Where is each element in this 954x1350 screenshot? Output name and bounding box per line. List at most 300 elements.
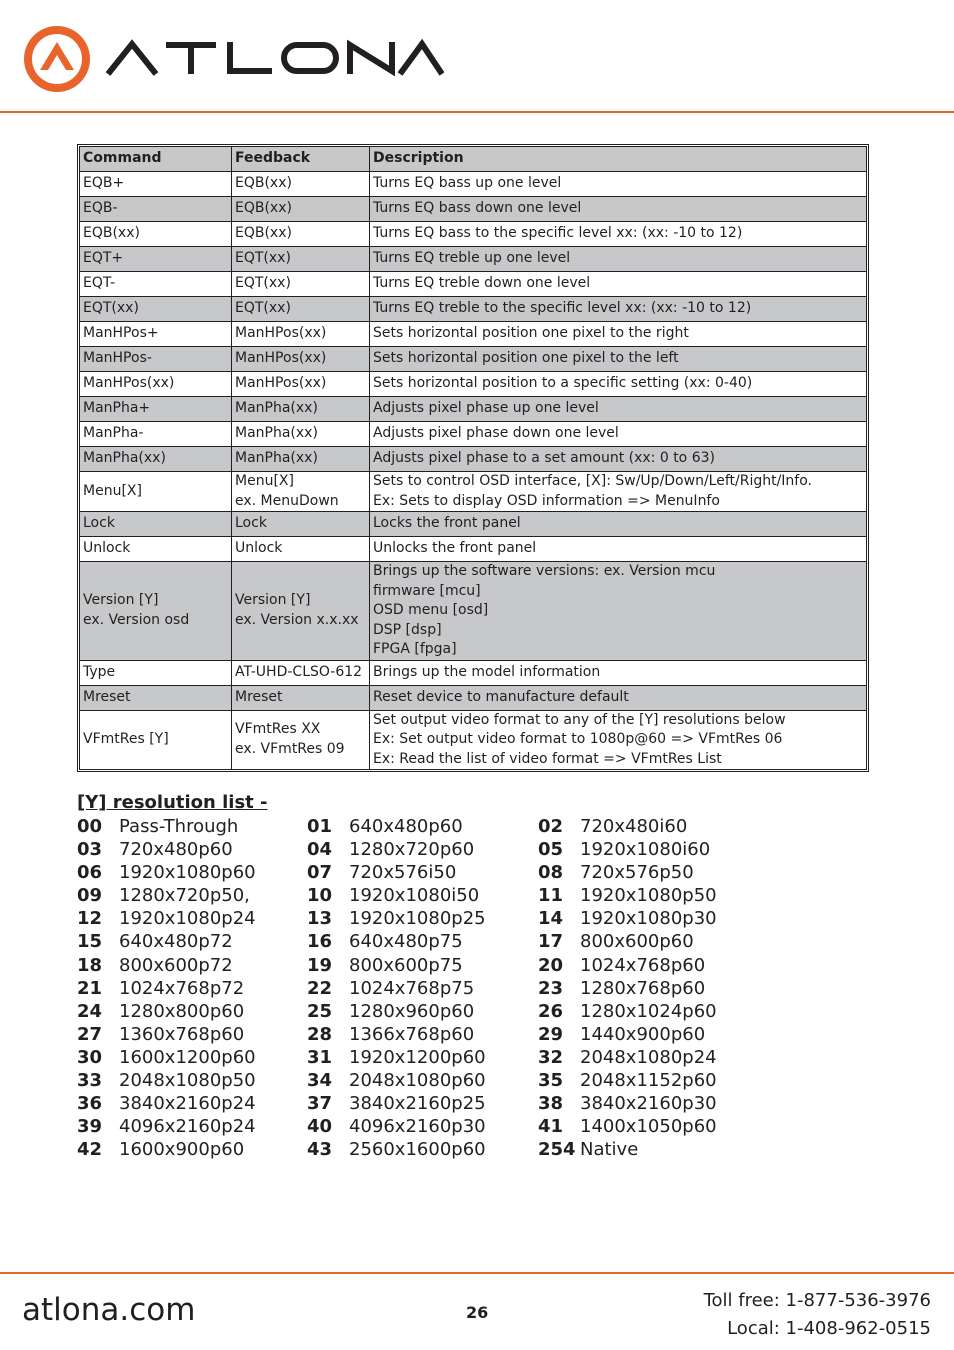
resolution-row [77, 1092, 777, 1115]
resolution-code: 33 [77, 1070, 103, 1092]
resolution-value: 1280x768p60 [580, 977, 706, 999]
cell-feedback-text: Mreset [235, 688, 283, 705]
resolution-item [307, 1000, 474, 1023]
resolution-code: 14 [538, 908, 564, 930]
cell-feedback [232, 272, 370, 297]
cell-feedback-text: ManHPos(xx) [235, 325, 327, 342]
cell-command-text: ManHPos(xx) [83, 375, 175, 392]
cell-feedback-text: AT-UHD-CLSO-612 [235, 663, 363, 680]
cell-description-text: Turns EQ bass up one level [373, 175, 562, 192]
resolution-value: 1920x1080p30 [580, 908, 717, 930]
cell-command-text: ManPha(xx) [83, 450, 166, 467]
page-header [0, 0, 954, 113]
cell-command [80, 660, 232, 685]
resolution-item [538, 1069, 717, 1092]
cell-description-text: Turns EQ bass to the specific level xx: (xx: -10 to 12) [373, 225, 743, 242]
cell-feedback [232, 422, 370, 447]
cell-command [80, 512, 232, 537]
resolution-code: 31 [307, 1046, 333, 1068]
resolution-item [77, 930, 233, 953]
cell-description [370, 537, 867, 562]
cell-feedback-text: Version [Y] [235, 592, 311, 609]
cell-description-text: Ex: Sets to display OSD information => MenuInfo [373, 492, 720, 509]
cell-description-text: OSD menu [osd] [373, 602, 489, 618]
cell-command [80, 172, 232, 197]
cell-feedback-text: ManPha(xx) [235, 425, 318, 442]
cell-description-text: Adjusts pixel phase up one level [373, 400, 599, 417]
cell-feedback-text: EQT(xx) [235, 275, 291, 292]
cell-command [80, 322, 232, 347]
resolution-value: 4096x2160p30 [349, 1116, 486, 1138]
resolution-value: 640x480p60 [349, 816, 463, 837]
table-row [80, 347, 867, 372]
cell-description-text: Brings up the software versions: ex. Version mcu [373, 563, 716, 579]
cell-command [80, 247, 232, 272]
resolution-value: 640x480p75 [349, 931, 463, 953]
cell-feedback [232, 512, 370, 537]
cell-command [80, 222, 232, 247]
resolution-item [77, 1069, 256, 1092]
cell-feedback [232, 562, 370, 661]
resolution-value: 1366x768p60 [349, 1023, 475, 1045]
resolution-value: 1280x720p60 [349, 839, 475, 861]
resolution-row [77, 1000, 777, 1023]
cell-command-text: VFmtRes [Y] [83, 731, 169, 747]
resolution-value: 2560x1600p60 [349, 1139, 486, 1161]
resolution-code: 12 [77, 908, 103, 930]
cell-command [80, 472, 232, 512]
cell-feedback-text: ex. VFmtRes 09 [235, 740, 345, 757]
table-row [80, 272, 867, 297]
resolution-item [77, 838, 233, 861]
resolution-code: 06 [77, 862, 103, 884]
cell-command [80, 347, 232, 372]
cell-command-text: EQT(xx) [83, 300, 139, 317]
cell-feedback-text: EQB(xx) [235, 175, 292, 192]
cell-feedback-text: ex. MenuDown [235, 492, 339, 509]
cell-description-text: Turns EQ treble up one level [373, 250, 571, 267]
cell-description [370, 172, 867, 197]
resolution-item [538, 1023, 705, 1046]
resolution-code: 30 [77, 1046, 103, 1068]
cell-command [80, 372, 232, 397]
resolution-value: 1920x1080i50 [349, 885, 480, 907]
resolution-row [77, 1069, 777, 1092]
resolution-item [538, 838, 710, 861]
resolution-value: 800x600p72 [119, 954, 233, 976]
cell-description-text: Sets horizontal position one pixel to the right [373, 325, 689, 342]
table-row [80, 197, 867, 222]
cell-command [80, 447, 232, 472]
cell-description-text: FPGA [fpga] [373, 641, 457, 657]
cell-description [370, 397, 867, 422]
resolution-value: 2048x1152p60 [580, 1070, 717, 1092]
cell-feedback [232, 247, 370, 272]
cell-command-text: Mreset [83, 688, 131, 705]
resolution-item [538, 815, 687, 838]
cell-feedback [232, 322, 370, 347]
cell-feedback [232, 397, 370, 422]
cell-description [370, 472, 867, 512]
cell-description [370, 347, 867, 372]
resolution-row [77, 907, 777, 930]
cell-description [370, 562, 867, 661]
resolution-list-title: [Y] resolution list - [77, 792, 268, 813]
resolution-code: 34 [307, 1070, 333, 1092]
cell-description [370, 710, 867, 770]
resolution-item [77, 977, 244, 1000]
resolution-item [77, 861, 256, 884]
resolution-value: 1920x1080p25 [349, 908, 486, 930]
resolution-item [538, 1000, 717, 1023]
resolution-value: 4096x2160p24 [119, 1116, 256, 1138]
resolution-item [77, 1138, 244, 1161]
cell-command [80, 537, 232, 562]
resolution-value: 1024x768p60 [580, 954, 706, 976]
cell-command [80, 297, 232, 322]
cell-description-text: Sets horizontal position one pixel to the left [373, 350, 679, 367]
cell-command-text: Menu[X] [83, 482, 142, 499]
resolution-code: 05 [538, 839, 564, 861]
page-number: 26 [466, 1303, 489, 1322]
resolution-code: 17 [538, 931, 564, 953]
resolution-code: 21 [77, 977, 103, 999]
table-row [80, 710, 867, 770]
resolution-code: 254 [538, 1139, 576, 1161]
resolution-item [538, 1115, 717, 1138]
resolution-value: 1920x1080p60 [119, 862, 256, 884]
resolution-value: 800x600p75 [349, 954, 463, 976]
table-row [80, 397, 867, 422]
atlona-logo-icon [22, 24, 92, 94]
resolution-row [77, 1115, 777, 1138]
resolution-item [307, 930, 463, 953]
cell-command-text: Unlock [83, 540, 131, 557]
resolution-value: 2048x1080p60 [349, 1070, 486, 1092]
resolution-item [538, 1046, 717, 1069]
resolution-item [538, 884, 717, 907]
resolution-item [307, 884, 479, 907]
cell-description [370, 247, 867, 272]
cell-description [370, 660, 867, 685]
command-table [77, 144, 869, 772]
resolution-row [77, 838, 777, 861]
cell-feedback-text: ManPha(xx) [235, 450, 318, 467]
cell-command-text: EQB(xx) [83, 225, 140, 242]
resolution-row [77, 1046, 777, 1069]
resolution-value: 1280x960p60 [349, 1000, 475, 1022]
cell-command-text: Version [Y] [83, 592, 159, 609]
table-row [80, 222, 867, 247]
resolution-row [77, 1023, 777, 1046]
resolution-code: 27 [77, 1023, 103, 1045]
cell-description [370, 685, 867, 710]
toll-free-number: Toll free: 1-877-536-3976 [703, 1290, 931, 1311]
resolution-item [77, 815, 238, 838]
resolution-value: 3840x2160p25 [349, 1093, 486, 1115]
column-header-description: Description [370, 147, 867, 172]
cell-description-text: Brings up the model information [373, 663, 601, 680]
cell-command-text: ManHPos- [83, 350, 152, 367]
resolution-item [77, 1115, 256, 1138]
resolution-item [77, 1092, 256, 1115]
cell-command-text: Lock [83, 515, 115, 532]
table-row [80, 172, 867, 197]
cell-feedback [232, 537, 370, 562]
resolution-value: 720x480p60 [119, 839, 233, 861]
cell-description [370, 222, 867, 247]
cell-feedback-text: Menu[X] [235, 473, 294, 489]
resolution-value: Native [580, 1139, 639, 1161]
resolution-value: 1440x900p60 [580, 1023, 706, 1045]
resolution-code: 36 [77, 1093, 103, 1115]
resolution-code: 20 [538, 954, 564, 976]
resolution-item [77, 954, 233, 977]
resolution-item [538, 1092, 717, 1115]
cell-description-text: Adjusts pixel phase to a set amount (xx: 0 to 63) [373, 450, 715, 467]
cell-feedback-text: Lock [235, 515, 267, 532]
resolution-item [538, 977, 705, 1000]
table-row [80, 472, 867, 512]
resolution-value: 1280x720p50, [119, 885, 250, 907]
resolution-value: Pass-Through [119, 816, 239, 837]
footer-contact [704, 1287, 931, 1343]
cell-description-text: firmware [mcu] [373, 582, 481, 599]
header-divider [0, 111, 954, 113]
cell-command-text: ManHPos+ [83, 325, 159, 342]
column-header-command: Command [80, 147, 232, 172]
cell-description-text: Sets to control OSD interface, [X]: Sw/Up/Down/Left/Right/Info. [373, 473, 813, 489]
resolution-value: 2048x1080p50 [119, 1070, 256, 1092]
resolution-value: 1920x1200p60 [349, 1046, 486, 1068]
resolution-item [307, 838, 474, 861]
resolution-item [307, 1069, 486, 1092]
resolution-code: 13 [307, 908, 333, 930]
resolution-item [307, 1046, 486, 1069]
cell-description [370, 372, 867, 397]
cell-description-text: Turns EQ bass down one level [373, 200, 582, 217]
resolution-code: 24 [77, 1000, 103, 1022]
resolution-item [77, 907, 256, 930]
cell-feedback [232, 172, 370, 197]
table-row [80, 512, 867, 537]
cell-feedback [232, 197, 370, 222]
resolution-code: 26 [538, 1000, 564, 1022]
table-row [80, 422, 867, 447]
cell-command [80, 685, 232, 710]
cell-feedback [232, 685, 370, 710]
resolution-item [538, 954, 705, 977]
resolution-code: 43 [307, 1139, 333, 1161]
cell-description-text: Turns EQ treble down one level [373, 275, 591, 292]
resolution-item [538, 1138, 638, 1161]
resolution-row [77, 977, 777, 1000]
resolution-row [77, 861, 777, 884]
resolution-value: 1920x1080i60 [580, 839, 711, 861]
resolution-item [77, 1046, 256, 1069]
resolution-value: 720x576i50 [349, 862, 457, 884]
table-row [80, 372, 867, 397]
resolution-code: 38 [538, 1093, 564, 1115]
cell-description [370, 297, 867, 322]
resolution-code: 23 [538, 977, 564, 999]
resolution-item [307, 954, 463, 977]
cell-feedback [232, 347, 370, 372]
resolution-list [77, 815, 777, 1161]
table-row [80, 685, 867, 710]
resolution-value: 1360x768p60 [119, 1023, 245, 1045]
cell-description-text: Turns EQ treble to the specific level xx: (xx: -10 to 12) [373, 300, 752, 317]
cell-command-text: ManPha- [83, 425, 144, 442]
resolution-code: 16 [307, 931, 333, 953]
atlona-wordmark [104, 38, 444, 78]
resolution-code: 09 [77, 885, 103, 907]
cell-feedback [232, 710, 370, 770]
cell-description-text: Locks the front panel [373, 515, 521, 532]
resolution-code: 37 [307, 1093, 333, 1115]
cell-command [80, 197, 232, 222]
resolution-code: 07 [307, 862, 333, 884]
cell-command [80, 272, 232, 297]
resolution-row [77, 815, 777, 838]
resolution-code: 08 [538, 862, 564, 884]
resolution-value: 1024x768p72 [119, 977, 245, 999]
resolution-value: 2048x1080p24 [580, 1046, 717, 1068]
cell-feedback [232, 472, 370, 512]
resolution-code: 25 [307, 1000, 333, 1022]
resolution-code: 22 [307, 977, 333, 999]
resolution-value: 1600x1200p60 [119, 1046, 256, 1068]
table-row [80, 660, 867, 685]
cell-description [370, 422, 867, 447]
cell-command [80, 397, 232, 422]
cell-feedback-text: EQT(xx) [235, 300, 291, 317]
resolution-code: 15 [77, 931, 103, 953]
cell-feedback [232, 222, 370, 247]
cell-description [370, 447, 867, 472]
resolution-code: 40 [307, 1116, 333, 1138]
cell-command-text: EQB+ [83, 175, 125, 192]
cell-feedback-text: ManHPos(xx) [235, 350, 327, 367]
resolution-value: 1920x1080p50 [580, 885, 717, 907]
resolution-value: 720x576p50 [580, 862, 694, 884]
table-row [80, 297, 867, 322]
resolution-code: 35 [538, 1070, 564, 1092]
resolution-item [307, 977, 474, 1000]
resolution-code: 32 [538, 1046, 564, 1068]
resolution-code: 18 [77, 954, 103, 976]
cell-feedback [232, 447, 370, 472]
resolution-value: 720x480i60 [580, 816, 688, 837]
resolution-code: 19 [307, 954, 333, 976]
resolution-item [307, 1092, 486, 1115]
cell-command-text: EQB- [83, 200, 118, 217]
resolution-item [538, 930, 694, 953]
cell-feedback [232, 297, 370, 322]
cell-feedback-text: VFmtRes XX [235, 721, 321, 738]
local-number: Local: 1-408-962-0515 [727, 1318, 931, 1339]
cell-feedback-text: ManHPos(xx) [235, 375, 327, 392]
resolution-item [307, 1023, 474, 1046]
cell-description-text: Adjusts pixel phase down one level [373, 425, 619, 442]
footer-divider [0, 1272, 954, 1274]
cell-command-text: Type [83, 663, 116, 680]
table-body [80, 172, 867, 770]
cell-feedback-text: EQT(xx) [235, 250, 291, 267]
resolution-value: 1280x800p60 [119, 1000, 245, 1022]
resolution-code: 28 [307, 1023, 333, 1045]
resolution-item [307, 1115, 486, 1138]
resolution-item [307, 815, 463, 838]
cell-description [370, 322, 867, 347]
cell-description-text: Reset device to manufacture default [373, 688, 629, 705]
resolution-value: 1280x1024p60 [580, 1000, 717, 1022]
resolution-code: 02 [538, 816, 564, 837]
resolution-code: 39 [77, 1116, 103, 1138]
cell-command-text: ManPha+ [83, 400, 151, 417]
resolution-item [538, 861, 694, 884]
cell-feedback-text: ManPha(xx) [235, 400, 318, 417]
resolution-code: 10 [307, 885, 333, 907]
resolution-value: 3840x2160p30 [580, 1093, 717, 1115]
resolution-item [307, 861, 456, 884]
cell-command-text: EQT- [83, 275, 116, 292]
resolution-row [77, 930, 777, 953]
resolution-item [77, 1023, 244, 1046]
cell-description-text: Ex: Set output video format to 1080p@60 => VFmtRes 06 [373, 731, 783, 747]
table-row [80, 562, 867, 661]
cell-description [370, 197, 867, 222]
resolution-code: 11 [538, 885, 564, 907]
cell-description-text: Set output video format to any of the [Y] resolutions below [373, 711, 786, 728]
resolution-code: 00 [77, 816, 103, 837]
cell-command [80, 562, 232, 661]
cell-description [370, 512, 867, 537]
column-header-feedback: Feedback [232, 147, 370, 172]
cell-feedback-text: EQB(xx) [235, 200, 292, 217]
table-header-row [80, 147, 867, 172]
cell-description-text: Sets horizontal position to a specific setting (xx: 0-40) [373, 375, 753, 392]
cell-description-text: DSP [dsp] [373, 621, 442, 638]
resolution-code: 42 [77, 1139, 103, 1161]
resolution-item [307, 1138, 486, 1161]
cell-description-text: Unlocks the front panel [373, 540, 537, 557]
resolution-value: 1600x900p60 [119, 1139, 245, 1161]
resolution-row [77, 1138, 777, 1161]
table-row [80, 247, 867, 272]
cell-description-text: Ex: Read the list of video format => VFmtRes List [373, 750, 722, 767]
resolution-code: 29 [538, 1023, 564, 1045]
resolution-item [77, 884, 250, 907]
resolution-item [307, 907, 486, 930]
cell-feedback [232, 372, 370, 397]
footer-website: atlona.com [22, 1292, 196, 1328]
resolution-item [538, 907, 717, 930]
resolution-value: 800x600p60 [580, 931, 694, 953]
resolution-value: 640x480p72 [119, 931, 233, 953]
resolution-item [77, 1000, 244, 1023]
table-row [80, 537, 867, 562]
resolution-code: 04 [307, 839, 333, 861]
resolution-value: 1400x1050p60 [580, 1116, 717, 1138]
resolution-row [77, 954, 777, 977]
cell-command-text: ex. Version osd [83, 611, 190, 628]
resolution-code: 01 [307, 816, 333, 837]
cell-feedback-text: ex. Version x.x.xx [235, 611, 359, 628]
cell-feedback-text: Unlock [235, 540, 283, 557]
cell-feedback-text: EQB(xx) [235, 225, 292, 242]
resolution-code: 03 [77, 839, 103, 861]
